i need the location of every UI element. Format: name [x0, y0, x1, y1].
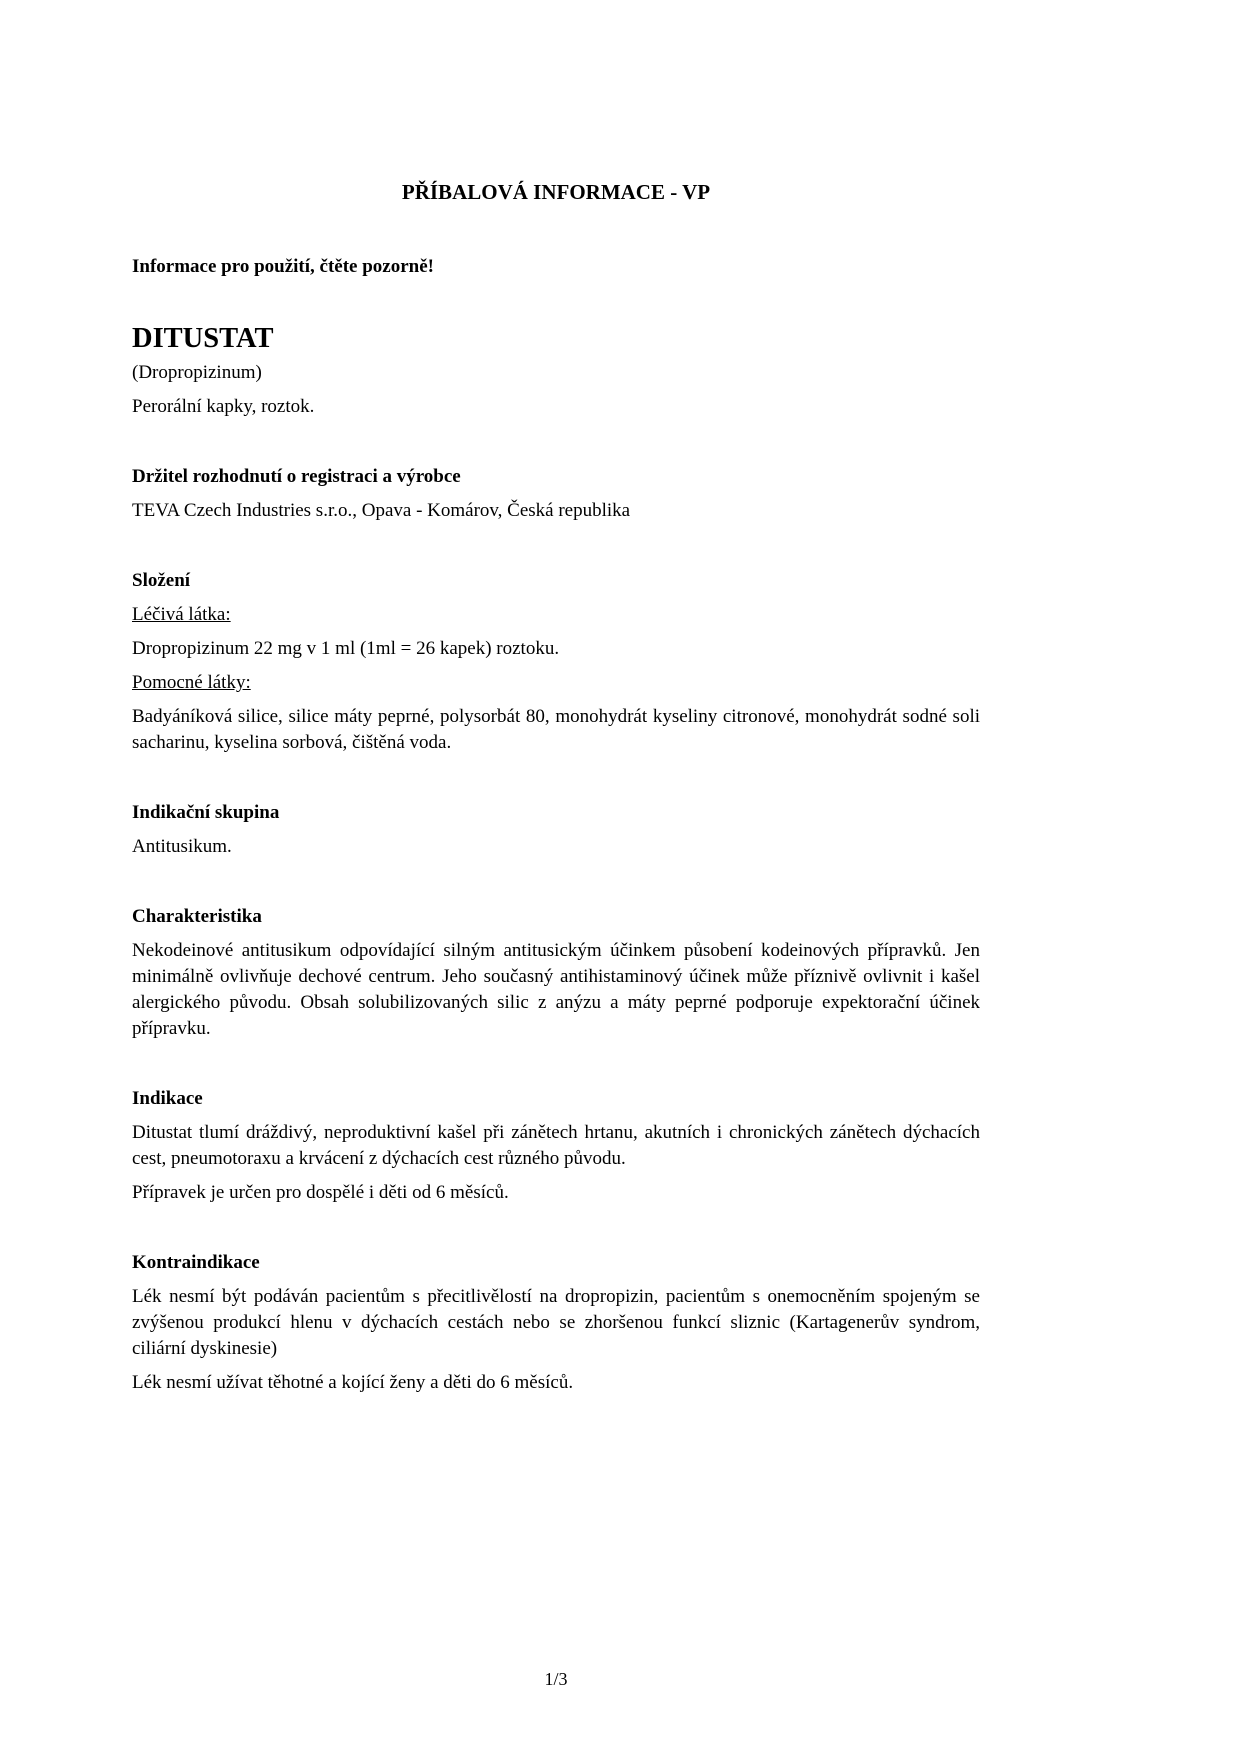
- section-holder-heading: Držitel rozhodnutí o registraci a výrobce: [132, 466, 461, 487]
- section-contraindications-body2: Lék nesmí užívat těhotné a kojící ženy a děti do 6 měsíců.: [132, 1372, 574, 1393]
- document-content: [132, 0, 980, 1396]
- section-composition-heading: Složení: [132, 570, 191, 591]
- document-title: PŘÍBALOVÁ INFORMACE - VP: [401, 180, 711, 204]
- section-holder-body: TEVA Czech Industries s.r.o., Opava - Komárov, Česká republika: [132, 500, 631, 521]
- section-indications-body2: Přípravek je určen pro dospělé i děti od 6 měsíců.: [132, 1182, 509, 1203]
- page-number: 1/3: [544, 1669, 568, 1689]
- section-indications-body1: Ditustat tlumí dráždivý, neproduktivní kašel při zánětech hrtanu, akutních i chronických zánětech dýchacích cest, pneumotoraxu a krvácení z dýchacích cest různého původu.: [132, 1122, 980, 1169]
- section-characteristics: [132, 904, 980, 1042]
- section-characteristics-heading: Charakteristika: [132, 906, 262, 927]
- section-characteristics-body: Nekodeinové antitusikum odpovídající silným antitusickým účinkem působení kodeinových přípravků. Jen minimálně ovlivňuje dechové centrum. Jeho současný antihistaminový účinek může příznivě ovlivnit i kašel alergického původu. Obsah solubilizovaných silic z anýzu a máty peprné podporuje expektorační účinek přípravku.: [132, 940, 980, 1039]
- excipients-label: Pomocné látky:: [132, 672, 251, 693]
- product-substance: (Dropropizinum): [132, 362, 262, 383]
- section-indication-group: [132, 800, 980, 860]
- section-indications-heading: Indikace: [132, 1088, 203, 1109]
- section-contraindications-heading: Kontraindikace: [132, 1252, 260, 1273]
- section-composition: [132, 568, 980, 756]
- section-holder: [132, 464, 980, 524]
- active-substance-text: Dropropizinum 22 mg v 1 ml (1ml = 26 kapek) roztoku.: [132, 638, 560, 659]
- section-indication-group-body: Antitusikum.: [132, 836, 232, 857]
- active-substance-label: Léčivá látka:: [132, 604, 231, 625]
- section-contraindications-body1: Lék nesmí být podáván pacientům s přecitlivělostí na dropropizin, pacientům s onemocněním spojeným se zvýšenou produkcí hlenu v dýchacích cestách nebo se zhoršenou funkcí sliznic (Kartagenerův syndrom, ciliární dyskinesie): [132, 1286, 980, 1359]
- usage-notice: Informace pro použití, čtěte pozorně!: [132, 256, 434, 277]
- product-block: [132, 323, 980, 420]
- section-indication-group-heading: Indikační skupina: [132, 802, 280, 823]
- product-name: DITUSTAT: [132, 323, 274, 354]
- excipients-text: Badyáníková silice, silice máty peprné, polysorbát 80, monohydrát kyseliny citronové, monohydrát sodné soli sacharinu, kyselina sorbová, čištěná voda.: [132, 706, 980, 753]
- product-form: Perorální kapky, roztok.: [132, 396, 315, 417]
- section-contraindications: [132, 1250, 980, 1396]
- section-indications: [132, 1086, 980, 1206]
